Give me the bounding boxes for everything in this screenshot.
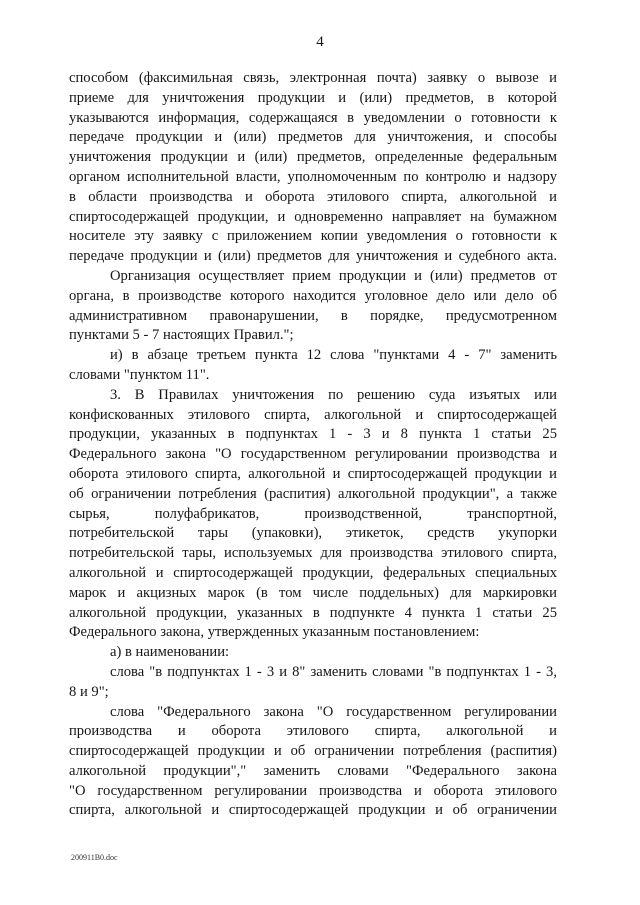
text-line: спиртосодержащей продукции, и одновременно направляет на бумажном	[69, 208, 557, 225]
text-line: в области производства и оборота этилового спирта, алкогольной и	[69, 188, 557, 205]
text-line: алкогольной и спиртосодержащей продукции, федеральных специальных	[69, 564, 557, 581]
text-line: алкогольной продукции, указанных в подпункте 4 пункта 1 статьи 25	[69, 604, 557, 621]
text-line: органа, в производстве которого находится уголовное дело или дело об	[69, 287, 557, 304]
text-line: слова "в подпунктах 1 - 3 и 8" заменить словами "в подпунктах 1 - 3,	[110, 663, 557, 680]
text-line: и) в абзаце третьем пункта 12 слова "пунктами 4 - 7" заменить	[110, 347, 557, 364]
text-line: об ограничении потребления (распития) алкогольной продукции", а также	[69, 485, 557, 502]
text-line: уничтожения продукции и (или) предметов, определенные федеральным	[69, 149, 557, 166]
text-line: пунктами 5 - 7 настоящих Правил.";	[69, 327, 294, 344]
text-line: продукции, указанных в подпунктах 1 - 3 и 8 пункта 1 статьи 25	[69, 426, 557, 443]
text-line: спирта, алкогольной и спиртосодержащей продукции и об ограничении	[69, 802, 557, 819]
text-line: марок и акцизных марок (в том числе поддельных) для маркировки	[69, 584, 557, 601]
text-line: "О государственном регулировании производства и оборота этилового	[69, 782, 557, 799]
text-line: Федерального закона, утвержденных указанным постановлением:	[69, 624, 480, 641]
text-line: Организация осуществляет прием продукции и (или) предметов от	[110, 267, 557, 284]
text-line: слова "Федерального закона "О государственном регулировании	[110, 703, 557, 720]
text-line: органом исполнительной власти, уполномоченным по контролю и надзору	[69, 168, 557, 185]
text-line: словами "пунктом 11".	[69, 366, 210, 383]
text-line: административном правонарушении, в порядке, предусмотренном	[69, 307, 557, 324]
text-line: а) в наименовании:	[110, 644, 230, 661]
text-line: Федерального закона "О государственном регулировании производства и	[69, 446, 557, 463]
text-line: конфискованных этилового спирта, алкогольной и спиртосодержащей	[69, 406, 557, 423]
text-line: алкогольной продукции"," заменить словами "Федерального закона	[69, 762, 557, 779]
page-number: 4	[316, 34, 324, 50]
text-line: указываются информация, содержащаяся в уведомлении о готовности к	[69, 109, 557, 126]
text-line: 8 и 9";	[69, 683, 109, 700]
text-line: приеме для уничтожения продукции и (или) предметов, в которой	[69, 89, 557, 106]
footer-filename: 200911В0.doc	[71, 853, 118, 862]
document-body	[69, 69, 557, 821]
text-line: потребительской тары (упаковки), этикеток, средств укупорки	[69, 525, 557, 542]
text-line: 3. В Правилах уничтожения по решению суда изъятых или	[110, 386, 557, 403]
text-line: оборота этилового спирта, алкогольной и спиртосодержащей продукции и	[69, 465, 557, 482]
text-line: производства и оборота этилового спирта, алкогольной и	[69, 723, 557, 740]
text-line: передаче продукции и (или) предметов для уничтожения и судебного акта.	[69, 248, 557, 265]
text-line: сырья, полуфабрикатов, производственной, транспортной,	[69, 505, 557, 522]
text-line: передаче продукции и (или) предметов для уничтожения, и способы	[69, 129, 557, 146]
text-line: потребительской тары, используемых для производства этилового спирта,	[69, 545, 557, 562]
text-line: способом (факсимильная связь, электронная почта) заявку о вывозе и	[69, 70, 557, 86]
text-line: носителе эту заявку с приложением копии уведомления о готовности к	[69, 228, 557, 245]
text-line: спиртосодержащей продукции и об ограничении потребления (распития)	[69, 743, 557, 760]
